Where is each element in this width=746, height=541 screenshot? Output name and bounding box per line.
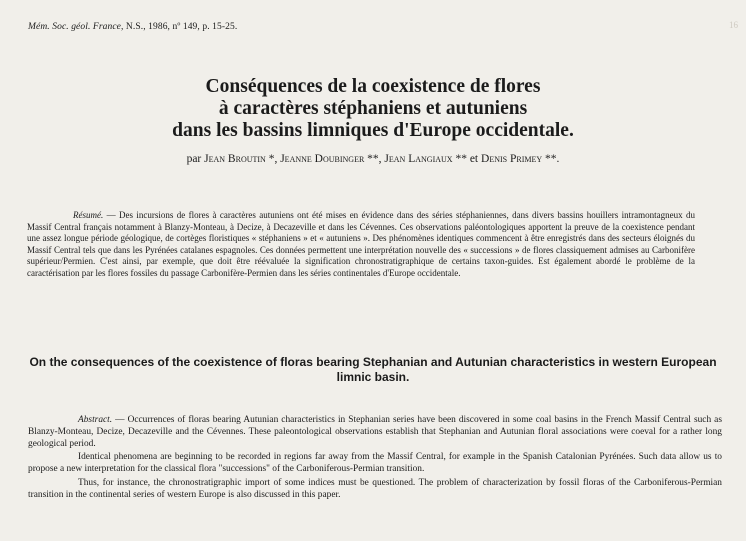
title-line: Conséquences de la coexistence de flores [205,76,541,97]
resume-label: Résumé. [73,210,104,220]
abstract-label: Abstract. [78,415,113,425]
author-mark: *, [265,153,281,165]
abstract-text: — Occurrences of floras bearing Autunian characteristics in Stephanian series have been discovered in some coal basins in the French Massif Central such as Blanzy-Monteau, Decize, Decazeville and the Cévennes. These paleontological observations establish that Stephanian and Autunian floral associations were coeval for a rather long geological period. [28,415,722,449]
author-mark: ** et [452,153,482,165]
abstract-paragraph: Identical phenomena are beginning to be recorded in regions far away from the Massif Central, for example in the Spanish Catalonian Pyrénées. Such data allow us to propose a new interpretation for the classical flora "successions" of the Carboniferous-Permian transition. [28,452,722,475]
resume-paragraph [27,210,695,280]
authors-line [0,153,746,165]
paper-title [0,76,746,142]
journal-name: Mém. Soc. géol. France, [28,22,124,32]
show-through-page-number: 16 [729,20,738,30]
author-name: Jean Langiaux [384,153,453,165]
abstract-paragraph [28,415,722,450]
journal-details: N.S., 1986, nº 149, p. 15-25. [123,22,238,32]
abstract-paragraph: Thus, for instance, the chronostratigraphic import of some indices must be questioned. The problem of characterization by fossil floras of the Carboniferous-Permian transition in the continental series of western Europe is also discussed in this paper. [28,477,722,500]
resume-text: — Des incursions de flores à caractères autuniens ont été mises en évidence dans des séries stéphaniennes, dans divers bassins houillers intramontagneux du Massif Central français notamment à Blanzy-Monteau, à Decize, à Decazeville et dans les Cévennes. Ces observations paléontologiques apportent la preuve de la coexistence pendant une assez longue période géologique, de cortèges floristiques « stéphaniens » et « autuniens ». Des phénomènes identiques commencent à être enregistrés dans des secteurs éloignés du Massif Central tels que dans les Pyrénées catalanes espagnoles. Ces données permettent une interprétation nouvelle des « successions » de flores classiquement admises au Carbonifère supérieur/Permien. C'est ainsi, par exemple, que doit être réévaluée la signification chronostratigraphique de certains taxon-guides. Est également abordé le problème de la caractérisation par les flores fossiles du passage Carbonifère-Permien dans les séries continentales d'Europe occidentale. [27,210,695,278]
journal-header [28,22,237,32]
abstract-section [28,415,722,504]
english-title: On the consequences of the coexistence of floras bearing Stephanian and Autunian characteristics in western European limnic basin. [29,355,717,384]
author-name: Denis Primey [481,153,543,165]
author-mark: **. [542,153,560,165]
authors-prefix: par [186,153,205,165]
author-mark: **, [364,153,385,165]
title-line: à caractères stéphaniens et autuniens [218,98,528,119]
author-name: Jean Broutin [204,153,266,165]
title-line: dans les bassins limniques d'Europe occidentale. [172,120,574,141]
author-name: Jeanne Doubinger [280,153,365,165]
